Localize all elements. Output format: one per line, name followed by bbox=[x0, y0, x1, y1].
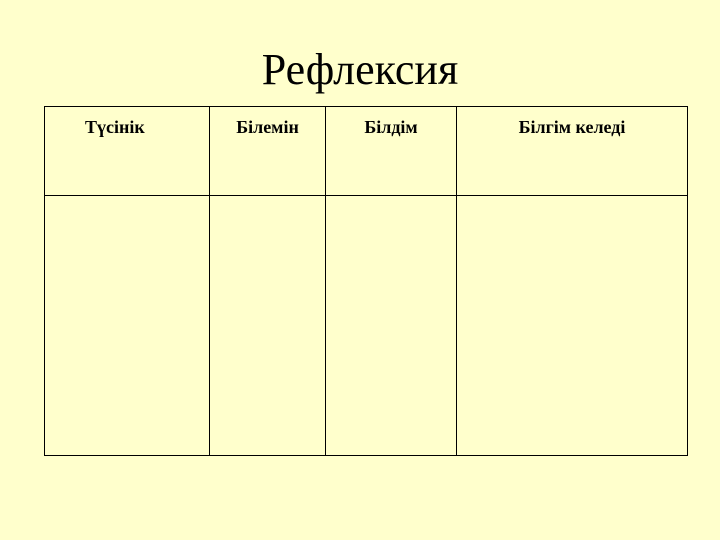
slide-title: Рефлексия bbox=[261, 45, 459, 94]
body-cell-want-to-know[interactable] bbox=[457, 196, 688, 456]
body-cell-concept[interactable] bbox=[45, 196, 210, 456]
table-body-row bbox=[45, 196, 688, 456]
header-label-want-to-know: Білгім келеді bbox=[518, 117, 626, 137]
header-label-concept: Түсінік bbox=[85, 117, 145, 137]
reflection-table bbox=[44, 106, 688, 456]
header-cell-know bbox=[210, 107, 326, 196]
header-label-know: Білемін bbox=[236, 117, 299, 137]
header-label-learned: Білдім bbox=[364, 117, 418, 137]
body-cell-learned[interactable] bbox=[326, 196, 457, 456]
header-cell-learned bbox=[326, 107, 457, 196]
body-cell-know[interactable] bbox=[210, 196, 326, 456]
table-header-row bbox=[45, 107, 688, 196]
header-cell-concept bbox=[45, 107, 210, 196]
header-cell-want-to-know bbox=[457, 107, 688, 196]
